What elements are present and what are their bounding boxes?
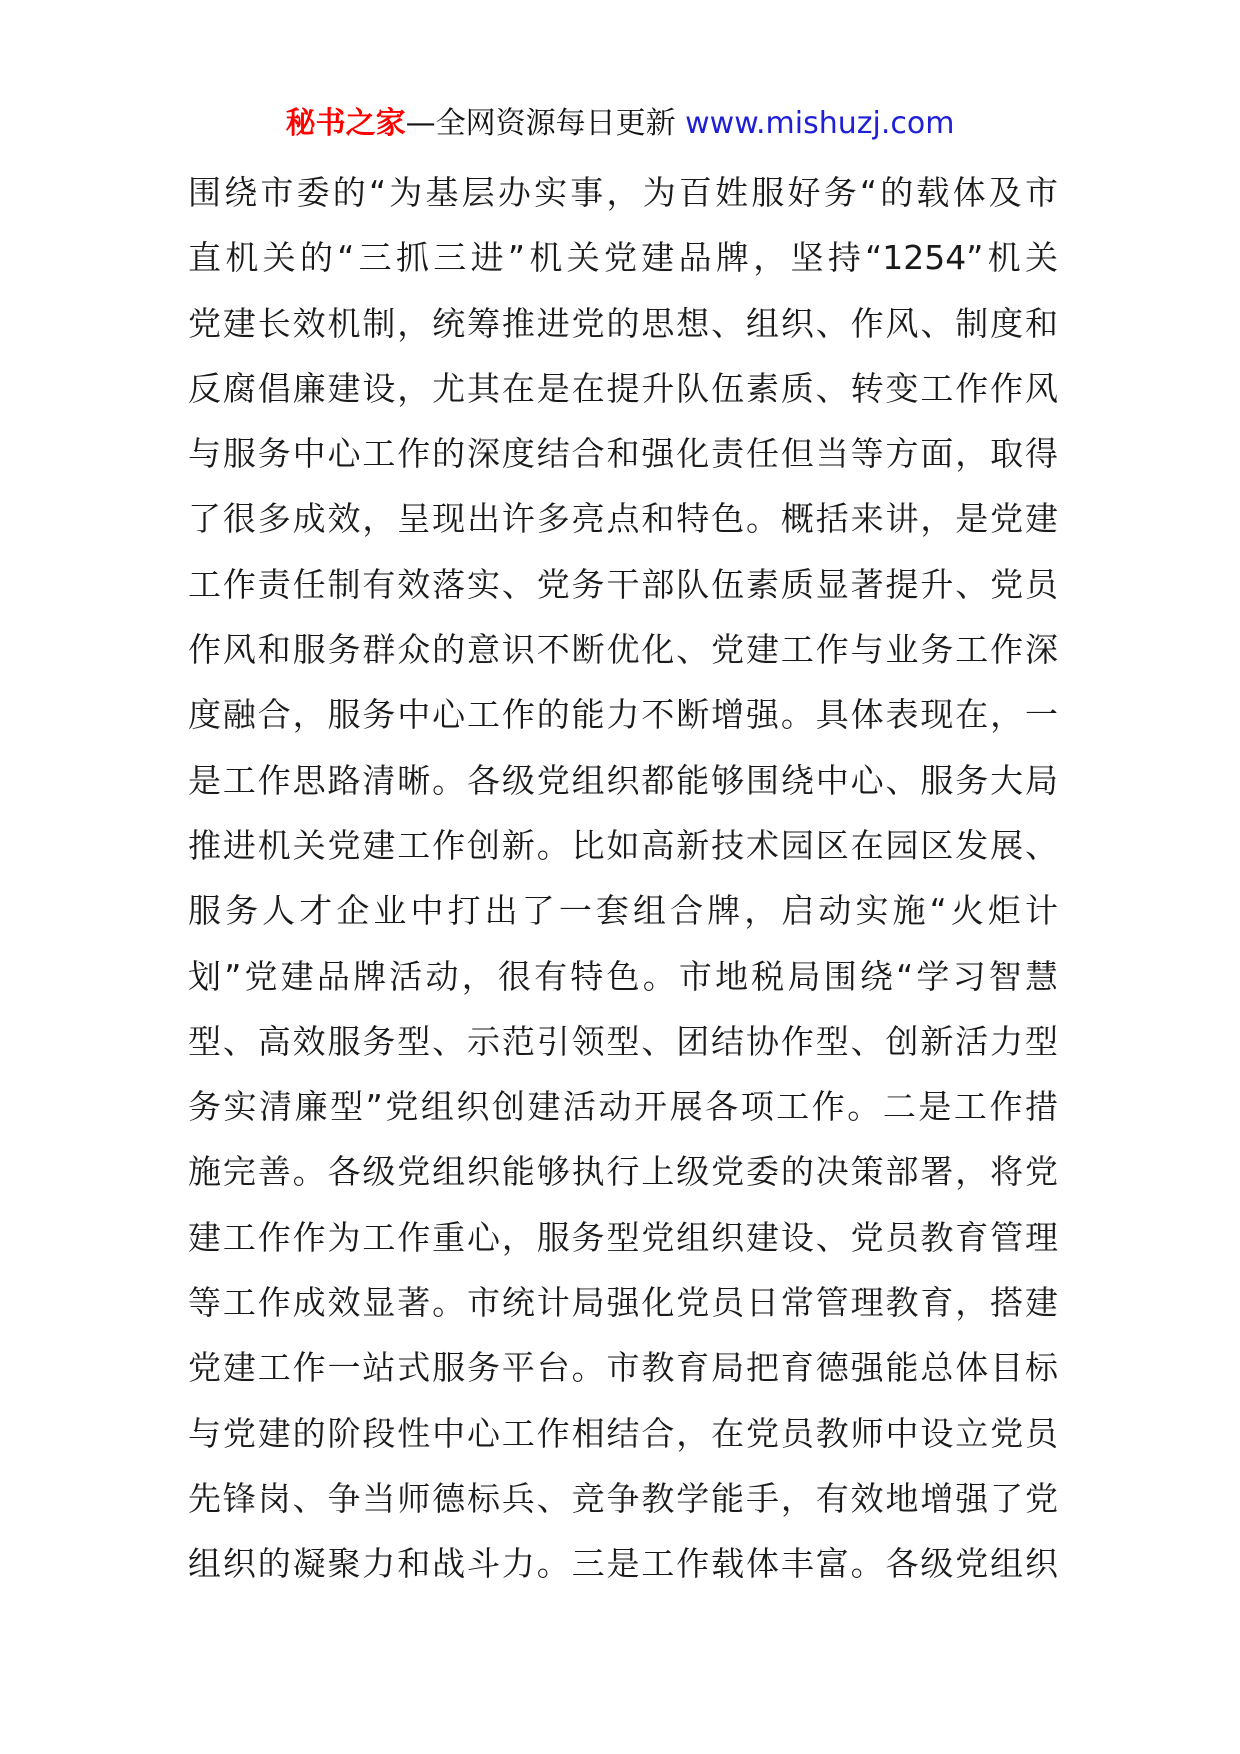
text-line: 作风和服务群众的意识不断优化、党建工作与业务工作深: [188, 630, 1058, 670]
text-line: 了很多成效，呈现出许多亮点和特色。概括来讲，是党建: [188, 499, 1058, 539]
text-line: 先锋岗、争当师德标兵、竞争教学能手，有效地增强了党: [188, 1478, 1058, 1518]
page-header: [0, 104, 1240, 144]
document-body: [188, 160, 1058, 1597]
text-line: 党建长效机制，统筹推进党的思想、组织、作风、制度和: [188, 303, 1058, 343]
text-line: 度融合，服务中心工作的能力不断增强。具体表现在，一: [188, 695, 1058, 735]
text-line: 党建工作一站式服务平台。市教育局把育德强能总体目标: [188, 1348, 1058, 1388]
text-line: 围绕市委的“为基层办实事，为百姓服好务“的载体及市: [188, 173, 1058, 212]
brand-name: 秘书之家: [285, 106, 406, 141]
text-line: 直机关的“三抓三进”机关党建品牌，坚持“1254”机关: [188, 238, 1058, 278]
text-line: 反腐倡廉建设，尤其在是在提升队伍素质、转变工作作风: [188, 368, 1058, 408]
text-line: 型、高效服务型、示范引领型、团结协作型、创新活力型: [188, 1021, 1058, 1061]
text-line: 组织的凝聚力和战斗力。三是工作载体丰富。各级党组织: [188, 1544, 1058, 1584]
text-line: 与党建的阶段性中心工作相结合，在党员教师中设立党员: [188, 1413, 1058, 1453]
text-line: 施完善。各级党组织能够执行上级党委的决策部署，将党: [188, 1152, 1058, 1192]
header-tagline: —全网资源每日更新: [405, 106, 676, 141]
text-line: 划”党建品牌活动，很有特色。市地税局围绕“学习智慧: [188, 956, 1058, 996]
text-line: 是工作思路清晰。各级党组织都能够围绕中心、服务大局: [188, 760, 1058, 800]
text-line: 与服务中心工作的深度结合和强化责任但当等方面，取得: [188, 434, 1058, 474]
text-line: 工作责任制有效落实、党务干部队伍素质显著提升、党员: [188, 564, 1058, 604]
text-line: 建工作作为工作重心，服务型党组织建设、党员教育管理: [188, 1217, 1058, 1257]
text-line: 推进机关党建工作创新。比如高新技术园区在园区发展、: [188, 825, 1058, 865]
text-line: 服务人才企业中打出了一套组合牌，启动实施“火炬计: [188, 891, 1058, 931]
text-line: 等工作成效显著。市统计局强化党员日常管理教育，搭建: [188, 1283, 1058, 1323]
site-url-link[interactable]: www.mishuzj.com: [685, 106, 955, 141]
text-line: 务实清廉型”党组织创建活动开展各项工作。二是工作措: [188, 1087, 1058, 1127]
